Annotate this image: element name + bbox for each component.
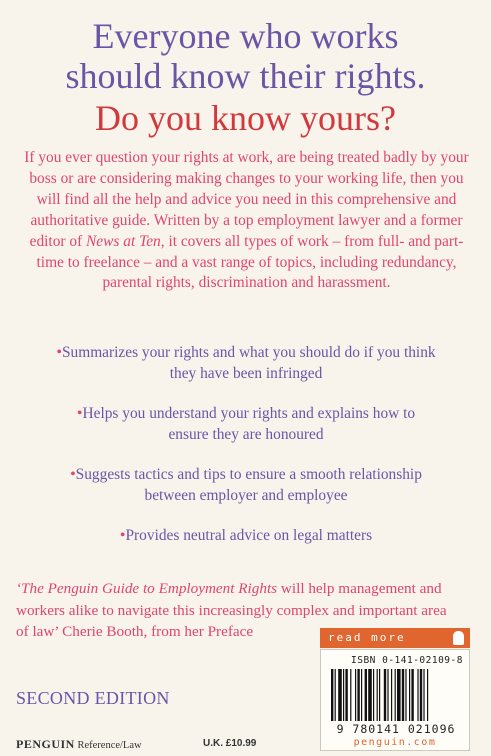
- publisher-brand: PENGUIN: [16, 737, 75, 751]
- intro-paragraph: [22, 148, 471, 294]
- bullet-line-1: Summarizes your rights and what you should do if you think: [61, 344, 436, 361]
- bullet-item: [20, 342, 472, 384]
- barcode-bar: [402, 669, 404, 721]
- barcode-bar: [391, 669, 392, 721]
- quote-book-title: ‘The Penguin Guide to Employment Rights: [16, 580, 278, 597]
- bullet-line-2: they have been infringed: [169, 365, 323, 382]
- penguin-logo-icon: [453, 631, 464, 645]
- barcode-bar: [387, 669, 388, 721]
- barcode-bar: [405, 669, 406, 721]
- barcode-bar: [411, 669, 413, 721]
- bullet-line-1: Provides neutral advice on legal matters: [125, 527, 373, 544]
- isbn-label: ISBN 0-141-02109-8: [351, 655, 463, 666]
- barcode-bar: [343, 669, 344, 721]
- bullet-item: [20, 525, 472, 546]
- headline-line-1: Everyone who works: [92, 16, 399, 56]
- intro-text-1: If you ever question your rights at work, are being treated badly by your boss or are considering making changes to your working life, then you will find all the help and advice you need in this comprehensive and authoritative guide. Written by a top employment lawyer and a former editor of: [24, 149, 469, 250]
- bullet-dot-icon: •: [56, 344, 62, 361]
- bullet-line-1: Suggests tactics and tips to ensure a smooth relationship: [75, 466, 422, 483]
- price-label: U.K. £10.99: [203, 738, 257, 749]
- category-label: Reference/Law: [77, 740, 142, 751]
- headline: [0, 16, 491, 96]
- barcode-bar: [409, 669, 410, 721]
- barcode-number: 9 780141 021096: [336, 722, 456, 736]
- barcode-panel: [320, 649, 470, 751]
- barcode-bar: [427, 669, 428, 721]
- barcode-bar: [345, 669, 347, 721]
- barcode-bar: [417, 669, 418, 721]
- barcode-bar: [368, 669, 372, 721]
- barcode-bar: [420, 669, 422, 721]
- bullet-item: [20, 403, 472, 445]
- bullet-dot-icon: •: [70, 466, 76, 483]
- barcode-bar: [350, 669, 351, 721]
- barcode-bar: [357, 669, 359, 721]
- intro-italic-title: News at Ten: [86, 232, 161, 250]
- bullet-dot-icon: •: [76, 405, 83, 422]
- headline-question: Do you know yours?: [95, 98, 396, 138]
- barcode-bar: [335, 669, 336, 721]
- barcode-bar: [373, 669, 374, 721]
- barcode-bar: [397, 669, 401, 721]
- barcode-bar: [395, 669, 396, 721]
- edition-label: SECOND EDITION: [16, 688, 170, 708]
- barcode-bar: [331, 669, 333, 721]
- headline-line-2: should know their rights.: [65, 56, 426, 96]
- bullet-line-2: ensure they are honoured: [168, 426, 324, 443]
- barcode-bar: [355, 669, 356, 721]
- bullet-line-2: between employer and employee: [144, 487, 348, 504]
- penguin-url: penguin.com: [353, 737, 437, 748]
- bullet-dot-icon: •: [119, 527, 126, 544]
- barcode-bar: [423, 669, 424, 721]
- barcode-bar: [361, 669, 362, 721]
- barcode-bar: [384, 669, 386, 721]
- read-more-label: read more: [328, 631, 406, 644]
- barcode-icon: [331, 669, 461, 721]
- bullet-item: [20, 464, 472, 506]
- read-more-banner: [320, 628, 470, 648]
- bullet-line-1: Helps you understand your rights and explains how to: [82, 405, 416, 422]
- barcode-bar: [338, 669, 342, 721]
- barcode-bar: [377, 669, 378, 721]
- intro-text-2: , it covers all types of work – from full- and part-time to freelance – and a vast range of topics, including redundancy, parental rights, discrimination and harassment.: [36, 232, 464, 292]
- publisher-footer: [16, 737, 257, 752]
- barcode-bar: [379, 669, 380, 721]
- barcode-bar: [365, 669, 367, 721]
- quote-text: will help management and workers alike to navigate this increasingly complex and important area of law’ Cherie Booth, from her Preface: [16, 580, 447, 640]
